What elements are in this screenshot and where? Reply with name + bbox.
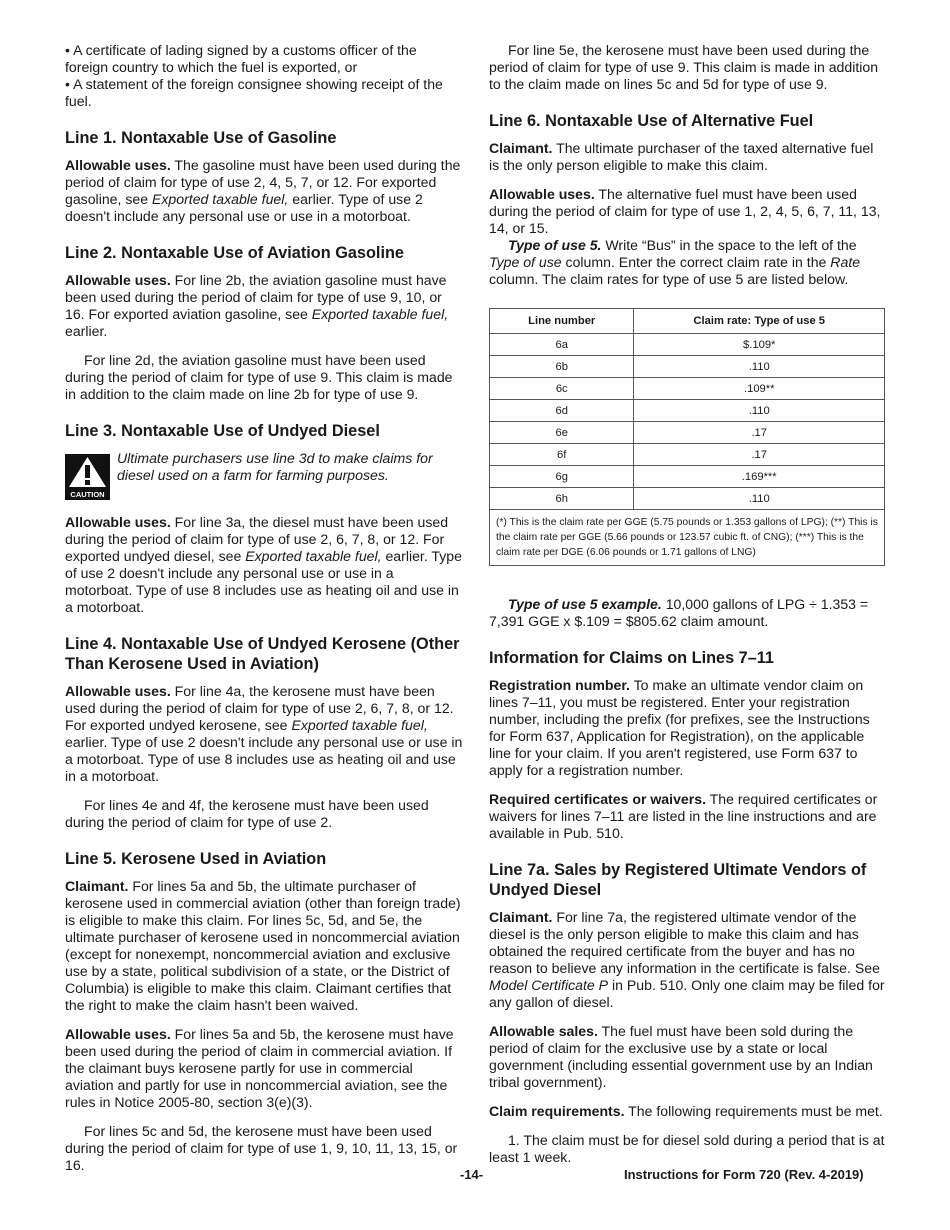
paragraph: Allowable uses. For line 3a, the diesel must have been used during the period of claim for type of use 2, 6, 7, 8, or 12. For exported undyed diesel, see Exported taxable fuel, earlier. Type of use 2 doesn't include any personal use or use in a motorboat. Type of use 8 includes use as heating oil and use in a motorboat. [65,514,462,615]
paragraph: Claimant. For lines 5a and 5b, the ultimate purchaser of kerosene used in commercial aviation (other than foreign trade) is eligible to make this claim. For lines 5c, 5d, and 5e, the ultimate purchaser of kerosene used in noncommercial aviation (except for nonexempt, noncommercial aviation and exclusive use by a state, political subdivision of a state, or the District of Columbia) is eligible to make this claim. Claimant certifies that the right to make the claim hasn't been waived. [65,878,461,1013]
paragraph: Allowable uses. The gasoline must have been used during the period of claim for type of use 2, 4, 5, 7, or 12. For exported gasoline, see Exported taxable fuel, earlier. Type of use 2 doesn't include any personal use or use in a motorboat. [65,157,461,224]
paragraph: Allowable uses. The alternative fuel must have been used during the period of claim for type of use 1, 2, 4, 5, 6, 7, 11, 13, 14, or 15. [489,186,881,236]
table-footnote: (*) This is the claim rate per GGE (5.75 pounds or 1.353 gallons of LPG); (**) This is the claim rate per GGE (5.66 pounds or 123.57 cubic ft. of CNG); (***) This is the claim rate per DGE (6.06 pounds or 1.71 gallons of LNG) [490,510,885,566]
heading-line-5: Line 5. Kerosene Used in Aviation [65,850,327,868]
paragraph: Type of use 5. Write “Bus” in the space to the left of the Type of use column. Enter the correct claim rate in the Rate column. The claim rates for type of use 5 are listed below. [489,237,861,287]
paragraph: Allowable uses. For lines 5a and 5b, the kerosene must have been used during the period of claim in commercial aviation. If the claimant buys kerosene partly for use in commercial aviation and partly for use in noncommercial aviation, see the rules in Notice 2005-80, section 3(e)(3). [65,1026,454,1110]
caution-text: Ultimate purchasers use line 3d to make claims for diesel used on a farm for farming purposes. [117,450,433,483]
table-row: 6f .17 [490,444,885,466]
heading-line-3: Line 3. Nontaxable Use of Undyed Diesel [65,422,380,440]
table-row: 6d .110 [490,400,885,422]
heading-info-claims: Information for Claims on Lines 7–11 [489,649,774,667]
left-column [65,42,463,1186]
table-row: 6e .17 [490,422,885,444]
claim-rate-table [489,308,885,566]
table-row: 6c .109** [490,378,885,400]
heading-line-6: Line 6. Nontaxable Use of Alternative Fuel [489,112,814,130]
paragraph: For line 2d, the aviation gasoline must have been used during the period of claim for type of use 9. This claim is made in addition to the claim made on line 2b for type of use 9. [65,352,453,402]
column-header-line-number: Line number [490,309,634,334]
paragraph: Claim requirements. The following requirements must be met. [489,1103,883,1119]
table-row: 6g .169*** [490,466,885,488]
list-item: 1. The claim must be for diesel sold during a period that is at least 1 week. [489,1132,885,1165]
table-row: 6b .110 [490,356,885,378]
table-row: 6a $.109* [490,334,885,356]
paragraph: For line 5e, the kerosene must have been used during the period of claim for type of use 9. This claim is made in addition to the claim made on lines 5c and 5d for type of use 9. [489,42,879,92]
form-title: Instructions for Form 720 (Rev. 4-2019) [624,1167,864,1182]
heading-line-7a: Line 7a. Sales by Registered Ultimate Vendors of Undyed Diesel [489,861,867,899]
caution-icon [65,454,110,500]
bullet-item: • A statement of the foreign consignee showing receipt of the fuel. [65,76,443,109]
caution-note [65,450,463,500]
heading-line-1: Line 1. Nontaxable Use of Gasoline [65,129,337,147]
bullet-item: • A certificate of lading signed by a customs officer of the foreign country to which the fuel is exported, or [65,42,417,75]
table-header-row [490,309,885,334]
heading-line-4: Line 4. Nontaxable Use of Undyed Kerosene (Other Than Kerosene Used in Aviation) [65,635,460,673]
paragraph: Claimant. The ultimate purchaser of the taxed alternative fuel is the only person eligible to make this claim. [489,140,874,173]
paragraph: Type of use 5 example. 10,000 gallons of LPG ÷ 1.353 = 7,391 GGE x $.109 = $805.62 claim amount. [489,596,869,629]
paragraph: For lines 5c and 5d, the kerosene must have been used during the period of claim for type of use 1, 9, 10, 11, 13, 15, or 16. [65,1123,458,1173]
paragraph: Allowable uses. For line 4a, the kerosene must have been used during the period of claim for type of use 2, 6, 7, 8, or 12. For exported undyed kerosene, see Exported taxable fuel, earlier. Type of use 2 doesn't include any personal use or use in a motorboat. Type of use 8 includes use as heating oil and use in a motorboat. [65,683,463,784]
page-number: -14- [460,1167,484,1182]
paragraph: Claimant. For line 7a, the registered ultimate vendor of the diesel is the only person eligible to make this claim and has obtained the required certificate from the buyer and has no reason to believe any information in the certificate is false. See Model Certificate P in Pub. 510. Only one claim may be filed for any gallon of diesel. [489,909,885,1010]
heading-line-2: Line 2. Nontaxable Use of Aviation Gasoline [65,244,404,262]
paragraph: Allowable uses. For line 2b, the aviation gasoline must have been used during the period of claim for type of use 9, 10, or 16. For exported aviation gasoline, see Exported taxable fuel, earlier. [65,272,449,339]
table-note-row [490,510,885,566]
paragraph: For lines 4e and 4f, the kerosene must have been used during the period of claim for type of use 2. [65,797,429,830]
column-header-claim-rate: Claim rate: Type of use 5 [634,309,885,334]
paragraph: Allowable sales. The fuel must have been sold during the period of claim for the exclusive use by a state or local government (including essential government use by an Indian tribal government). [489,1023,873,1090]
right-column [489,42,885,1178]
paragraph: Required certificates or waivers. The required certificates or waivers for lines 7–11 are listed in the line instructions and are available in Pub. 510. [489,791,878,841]
svg-text:CAUTION: CAUTION [70,490,105,499]
table-row: 6h .110 [490,488,885,510]
paragraph: Registration number. To make an ultimate vendor claim on lines 7–11, you must be registered. Enter your registration number, including the prefix (for prefixes, see the Instructions for Form 637, Application for Registration), on the applicable line for your claim. If you aren't registered, use Form 637 to apply for a registration number. [489,677,870,778]
